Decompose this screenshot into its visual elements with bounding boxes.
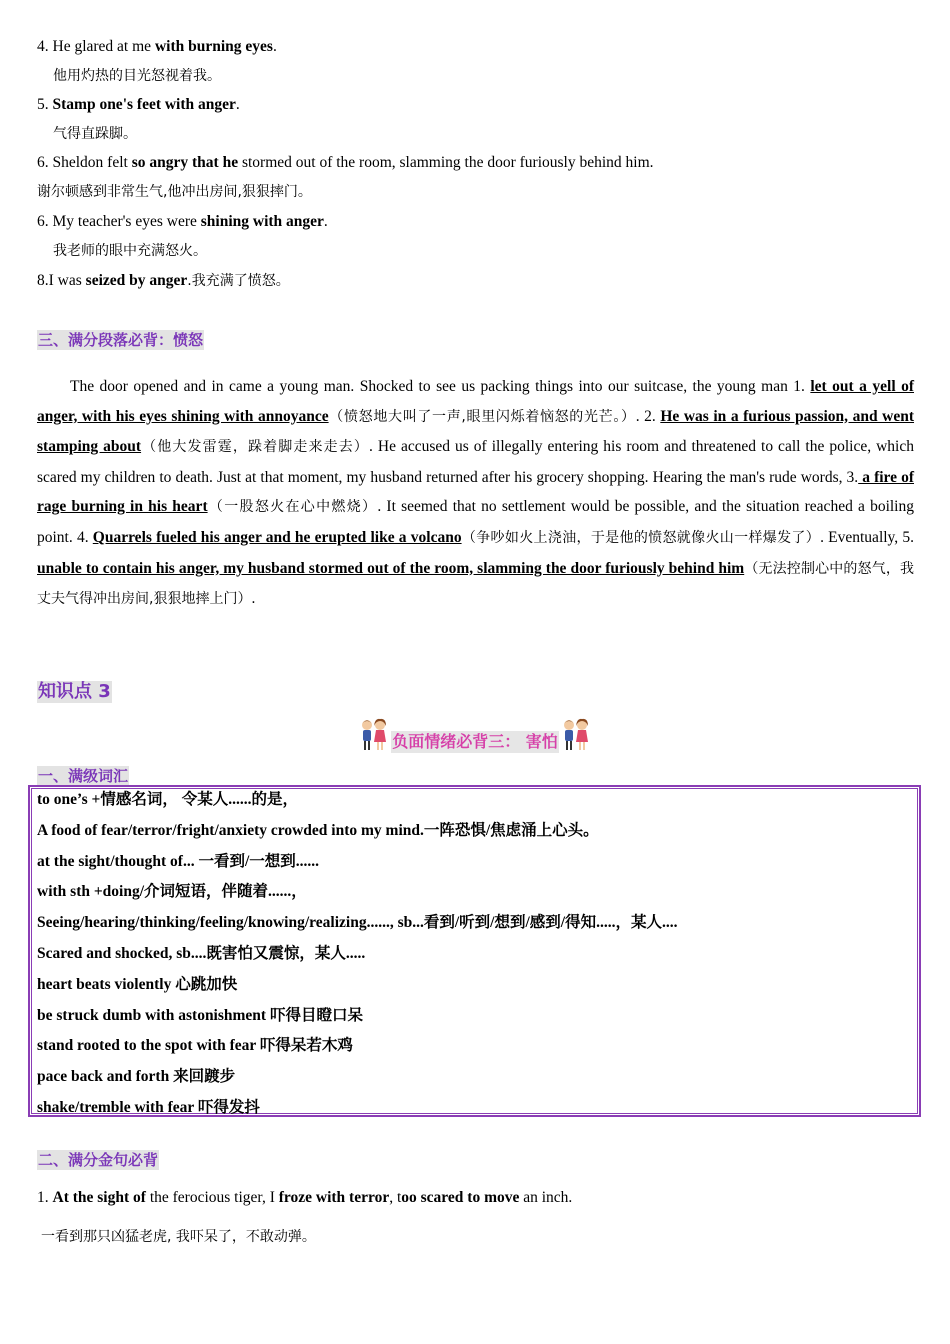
kids-icon bbox=[357, 716, 391, 754]
sentence-8 bbox=[37, 271, 290, 291]
sentence-6b-translation: 我老师的眼中充满怒火。 bbox=[53, 243, 207, 259]
sentence-6b bbox=[37, 212, 328, 232]
text: . Eventually, 5. bbox=[820, 528, 914, 546]
text: 8.I was bbox=[37, 272, 86, 289]
vocab-item: with sth +doing/介词短语，伴随着......， bbox=[37, 883, 307, 900]
vocab-item: A food of fear/terror/fright/anxiety crowded into my mind.一阵恐惧/焦虑涌上心头。 bbox=[37, 822, 599, 839]
text: . bbox=[235, 96, 240, 113]
bold-phrase: oo scared to move bbox=[401, 1189, 520, 1206]
topic-banner bbox=[0, 716, 950, 756]
text: . bbox=[251, 590, 256, 608]
kids-icon bbox=[559, 716, 593, 754]
section-heading-sentences: 二、满分金句必背 bbox=[38, 1151, 159, 1169]
bold-phrase: At the sight of bbox=[52, 1189, 146, 1206]
bold-phrase: Stamp one's feet with anger bbox=[52, 96, 236, 113]
text: 6. My teacher's eyes were bbox=[37, 213, 201, 230]
text: . bbox=[323, 213, 328, 230]
text: stormed out of the room, slamming the door furiously behind him. bbox=[238, 154, 654, 171]
bold-phrase: so angry that he bbox=[131, 154, 239, 171]
translation: （愤怒地大叫了一声,眼里闪烁着恼怒的光芒。） bbox=[328, 408, 636, 425]
translation: （一股怒火在心中燃烧） bbox=[207, 499, 378, 516]
text: 1. bbox=[37, 1189, 53, 1206]
vocab-item: be struck dumb with astonishment 吓得目瞪口呆 bbox=[37, 1007, 363, 1024]
sentence-6a-translation: 谢尔顿感到非常生气,他冲出房间,狠狠摔门。 bbox=[37, 184, 312, 200]
bold-phrase: seized by anger bbox=[85, 272, 188, 289]
key-phrase: let out a yell of anger, with his eyes shining with annoyance bbox=[37, 378, 914, 425]
vocab-item: pace back and forth 来回踱步 bbox=[37, 1068, 236, 1085]
sentence-6a bbox=[37, 153, 654, 173]
sentence-4-translation: 他用灼热的目光怒视着我。 bbox=[53, 68, 221, 84]
section-heading-paragraph: 三、满分段落必背：愤怒 bbox=[38, 331, 204, 349]
text: 4. He glared at me bbox=[37, 38, 155, 55]
vocab-item: at the sight/thought of... 一看到/一想到...... bbox=[37, 853, 320, 870]
translation: （争吵如火上浇油，于是他的愤怒就像火山一样爆发了） bbox=[461, 529, 821, 546]
sentence-5 bbox=[37, 95, 240, 115]
text: .我充满了愤怒。 bbox=[187, 273, 290, 289]
text: . He accused us of illegally entering his room and threatened to call the police, which scared my children to death. Just at that moment, my husband returned after his grocery shopping. Hearing the man's rude words, 3. bbox=[37, 438, 914, 486]
bold-phrase: with burning eyes bbox=[154, 38, 273, 55]
knowledge-point-heading: 知识点 3 bbox=[38, 681, 111, 702]
bold-phrase: shining with anger bbox=[200, 213, 324, 230]
sentence-5-translation: 气得直跺脚。 bbox=[53, 126, 137, 142]
text: . 2. bbox=[635, 407, 661, 425]
text: the ferocious tiger, I bbox=[145, 1189, 279, 1206]
vocab-item: stand rooted to the spot with fear 吓得呆若木鸡 bbox=[37, 1037, 353, 1054]
key-phrase: Quarrels fueled his anger and he erupted like a volcano bbox=[92, 528, 462, 546]
vocab-item: Scared and shocked, sb....既害怕又震惊，某人..... bbox=[37, 945, 366, 962]
section-heading-vocab: 一、满级词汇 bbox=[38, 767, 129, 785]
vocab-item: heart beats violently 心跳加快 bbox=[37, 976, 238, 993]
anger-paragraph bbox=[37, 372, 914, 615]
vocab-item: Seeing/hearing/thinking/feeling/knowing/realizing......, sb...看到/听到/想到/感到/得知.....，某人.... bbox=[37, 914, 678, 931]
key-phrase: unable to contain his anger, my husband stormed out of the room, slamming the door furiously behind him bbox=[37, 559, 745, 577]
translation: （无法控制心中的怒气，我丈夫气得冲出房间,狠狠地摔上门） bbox=[37, 560, 915, 608]
banner-title: 负面情绪必背三： 害怕 bbox=[392, 732, 558, 751]
text: 6. Sheldon felt bbox=[37, 154, 132, 171]
text: The door opened and in came a young man. Shocked to see us packing things into our suitcase, the young man 1. bbox=[70, 378, 811, 395]
text: , t bbox=[389, 1189, 402, 1206]
bold-phrase: froze with terror bbox=[278, 1189, 390, 1206]
golden-sentence-1-translation: 一看到那只凶猛老虎, 我吓呆了，不敢动弹。 bbox=[41, 1229, 316, 1245]
translation: （他大发雷霆，跺着脚走来走去） bbox=[141, 439, 370, 456]
vocab-item: shake/tremble with fear 吓得发抖 bbox=[37, 1099, 260, 1116]
key-phrase: a fire of rage burning in his heart bbox=[37, 468, 914, 516]
text: 5. bbox=[37, 96, 53, 113]
text: an inch. bbox=[519, 1189, 573, 1206]
text: . It seemed that no settlement would be possible, and the situation reached a boiling point. 4. bbox=[37, 498, 914, 546]
text: . bbox=[272, 38, 277, 55]
vocab-item: to one’s +情感名词， 令某人......的是， bbox=[37, 791, 298, 808]
golden-sentence-1 bbox=[37, 1188, 572, 1208]
key-phrase: He was in a furious passion, and went stamping about bbox=[37, 407, 915, 456]
sentence-4 bbox=[37, 37, 277, 57]
